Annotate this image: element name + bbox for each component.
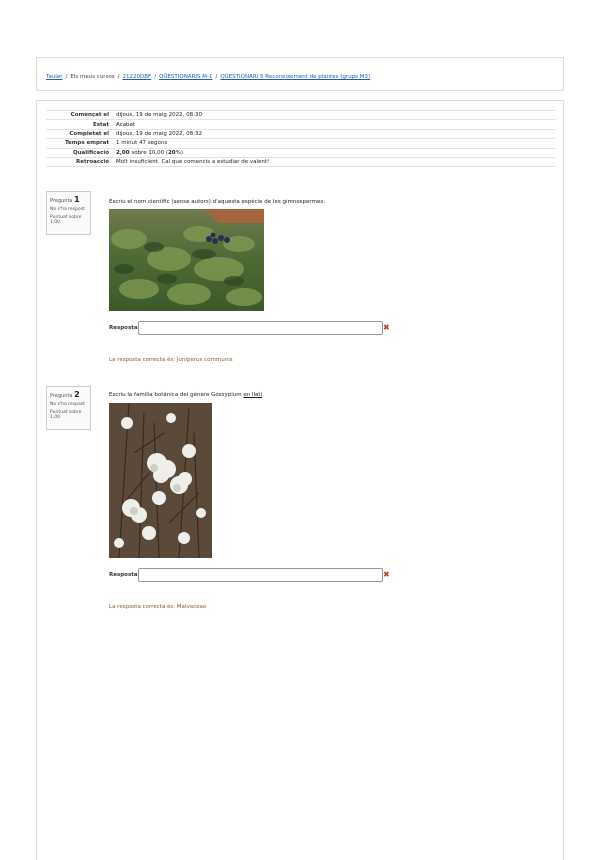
incorrect-icon: ✖ [383, 323, 390, 332]
breadcrumb-course-link[interactable]: 21220DBF [122, 74, 152, 80]
breadcrumb-my-courses: Els meus cursos [70, 74, 115, 80]
summary-row [46, 139, 556, 148]
question-1-info [46, 191, 91, 235]
correct-answer-feedback: La resposta correcta és: Juniperus communis [109, 357, 233, 363]
juniper-photo [109, 209, 264, 311]
question-2-info [46, 386, 91, 430]
summary-row [46, 148, 556, 157]
summary-label: Començat el [70, 112, 109, 119]
grade-percent-suffix: %) [175, 149, 183, 156]
grade-out-of: sobre 10,00 ( [129, 149, 168, 156]
question-text: Escriu la família botànica del gènere Gossypium [109, 392, 244, 398]
summary-row [46, 111, 556, 120]
question-state: No s'ha respost [50, 402, 85, 407]
question-2-text [109, 392, 262, 398]
summary-row [46, 129, 556, 138]
question-number [50, 390, 87, 399]
breadcrumb-container [36, 57, 564, 91]
quiz-review-panel [36, 100, 564, 860]
attempt-summary-table [46, 110, 556, 167]
summary-value: Molt insuficient. Cal que comencis a estudiar de valent! [116, 159, 270, 166]
answer-input[interactable] [138, 568, 383, 582]
question-mark: Puntuat sobre 1,00 [50, 410, 82, 420]
summary-label: Completat el [69, 130, 109, 137]
breadcrumb-section-link[interactable]: QÜESTIONARIS M-1 [159, 74, 213, 80]
summary-row [46, 120, 556, 129]
summary-value: 1 minut 47 segons [116, 140, 168, 147]
correct-answer-feedback: La resposta correcta és: Malvaceae [109, 604, 207, 610]
grade-value [113, 148, 556, 157]
question-number [50, 195, 87, 204]
summary-row [46, 157, 556, 166]
question-prefix: Pregunta [50, 393, 73, 399]
answer-label: Resposta [109, 325, 138, 331]
question-number-value: 1 [74, 195, 80, 204]
summary-label: Estat [92, 121, 109, 128]
question-number-value: 2 [74, 390, 80, 399]
juniper-image [109, 209, 264, 311]
answer-label: Resposta [109, 572, 138, 578]
breadcrumb-home-link[interactable]: Tauler [46, 74, 63, 80]
summary-value: dijous, 19 de maig 2022, 08:32 [116, 130, 202, 137]
cotton-image [109, 403, 212, 558]
summary-value: Acabat [116, 121, 136, 128]
answer-input[interactable] [138, 321, 383, 335]
breadcrumb: Tauler / Els meus cursos / 21220DBF / QÜESTIONARIS M-1 / QÜESTIONARI 5 Reconeixement de plantes (grups M3) [46, 74, 371, 80]
question-prefix: Pregunta [50, 198, 73, 204]
grade-percent: 20 [167, 149, 176, 156]
question-state: No s'ha respost [50, 207, 85, 212]
summary-label: Temps emprat [64, 140, 109, 147]
question-1-text: Escriu el nom científic (sense autors) d'aquesta espècie de les gimnospermes: [109, 199, 326, 205]
grade-score: 2,00 [116, 149, 130, 156]
summary-label: Retroacció [76, 159, 109, 166]
incorrect-icon: ✖ [383, 570, 390, 579]
summary-label: Qualificació [72, 149, 109, 156]
question-mark: Puntuat sobre 1,00 [50, 215, 82, 225]
cotton-photo [109, 403, 212, 558]
breadcrumb-quiz-link[interactable]: QÜESTIONARI 5 Reconeixement de plantes (grups M3) [220, 74, 371, 80]
summary-value: dijous, 19 de maig 2022, 08:30 [116, 112, 202, 119]
latin-link[interactable]: en llatí [243, 392, 263, 398]
